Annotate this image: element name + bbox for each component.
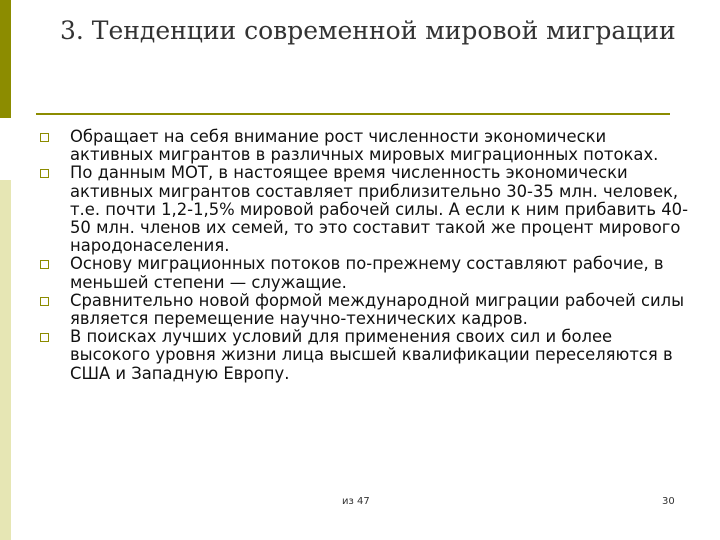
left-accent-bar: [0, 0, 11, 540]
bullet-list: [38, 128, 688, 383]
list-item: [38, 328, 688, 383]
title-divider: [36, 113, 670, 115]
bullet-text: Основу миграционных потоков по-прежнему составляют рабочие, в меньшей степени — служащие.: [70, 254, 664, 292]
slide-count-label: из 47: [342, 496, 370, 507]
bullet-text: По данным МОТ, в настоящее время численность экономически активных мигрантов составляет приблизительно 30-35 млн. человек, т.е. почти 1,2-1,5% мировой рабочей силы. А если к ним прибавить 40-50 млн. членов их семей, то это составит такой же процент мирового народонаселения.: [70, 163, 688, 256]
accent-bar-dark-segment: [0, 0, 11, 118]
list-item: [38, 255, 688, 291]
square-bullet-icon: [40, 297, 49, 306]
accent-bar-gap-segment: [0, 118, 11, 180]
square-bullet-icon: [40, 333, 49, 342]
list-item: [38, 164, 688, 255]
bullet-text: В поисках лучших условий для применения своих сил и более высокого уровня жизни лица высшей квалификации переселяются в США и Западную Европу.: [70, 327, 673, 383]
slide-title: 3. Тенденции современной мировой миграции: [60, 16, 676, 45]
square-bullet-icon: [40, 260, 49, 269]
bullet-text: Сравнительно новой формой международной миграции рабочей силы является перемещение научно-технических кадров.: [70, 290, 685, 329]
bullet-text: Обращает на себя внимание рост численности экономически активных мигрантов в различных мировых миграционных потоках.: [70, 127, 659, 165]
page-number: 30: [662, 496, 675, 507]
accent-bar-light-segment: [0, 180, 11, 540]
square-bullet-icon: [40, 133, 49, 142]
list-item: [38, 128, 688, 164]
square-bullet-icon: [40, 169, 49, 178]
list-item: [38, 292, 688, 328]
